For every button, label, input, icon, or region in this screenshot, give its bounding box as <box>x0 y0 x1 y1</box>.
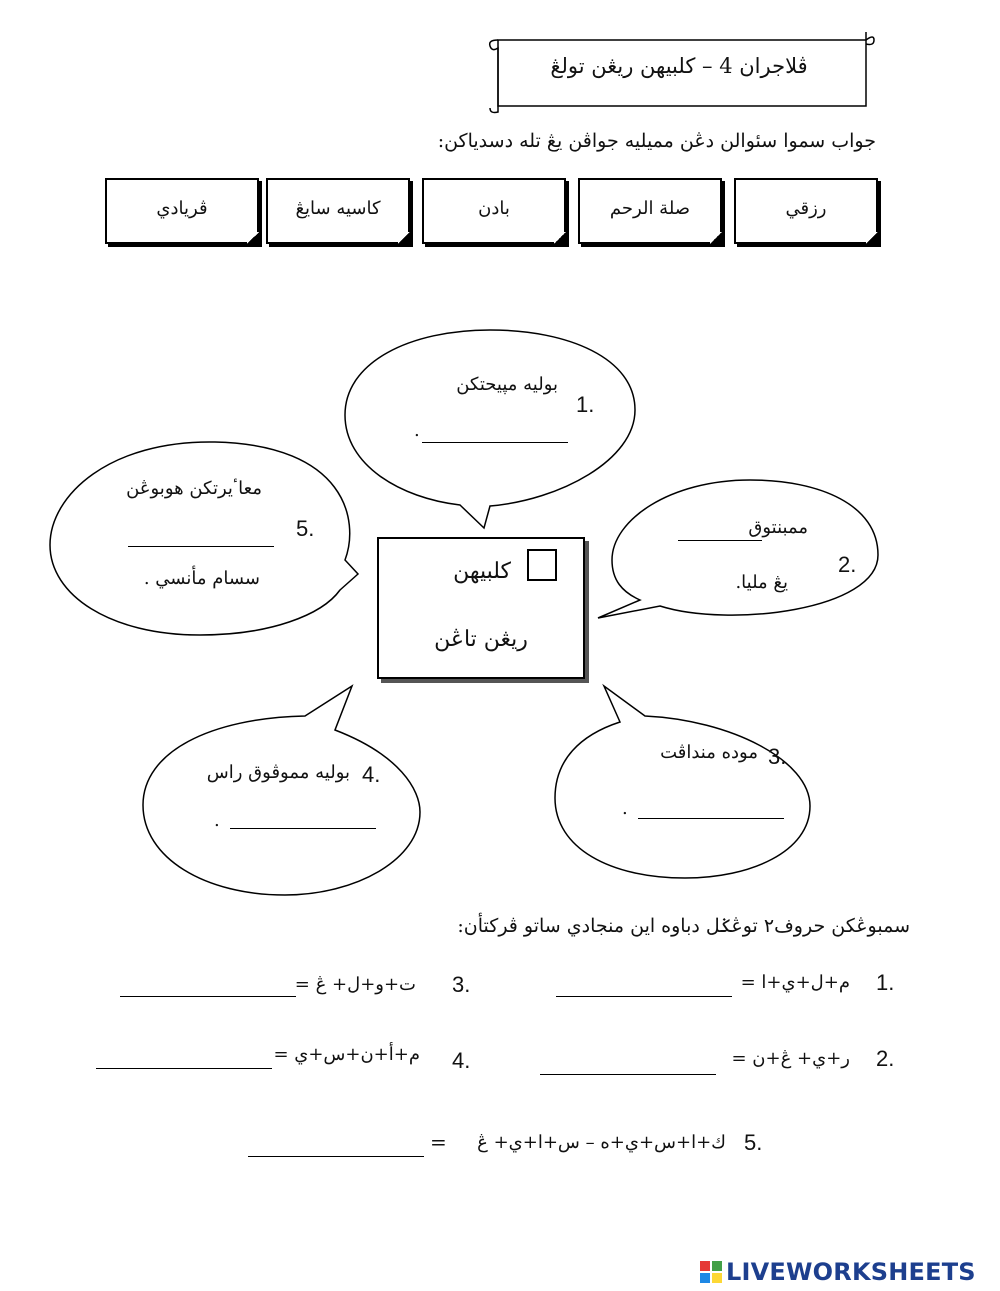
bubble-3-answer-blank[interactable] <box>638 818 784 819</box>
equation-5-equals: = <box>430 1130 447 1154</box>
bubble-4-text: بوليه مموڤوق راس <box>206 762 350 783</box>
center-topic-line1: كلبيهن <box>453 559 511 584</box>
bubble-2-text-after: يڠ مليا. <box>735 572 788 593</box>
bubble-4-shape <box>143 686 420 895</box>
equation-1-expr: م+ل+ي+ا = <box>740 972 850 993</box>
equation-1-answer-blank[interactable] <box>556 996 732 997</box>
equation-2-expr: ر+ي+ ڠ+ن = <box>731 1048 850 1069</box>
word-label: رزقي <box>785 198 827 219</box>
bubble-1-shape <box>345 330 635 528</box>
center-topic-box <box>377 537 585 679</box>
worksheet-title: ڤلاجران 4 – كلبيهن ريڠن تولڠ <box>550 54 808 78</box>
bubble-5-text: معاٴيرتكن هوبوڠن <box>126 478 262 499</box>
liveworksheets-logo <box>700 1258 992 1286</box>
bubble-5-text-after: سسام مأنسي . <box>143 568 260 589</box>
equation-1-number: 1. <box>876 970 895 995</box>
instruction-text-2: سمبوڠكن حروف٢ توڠݢل دباوه اين منجادي ساتو ڤركتأن: <box>457 915 910 937</box>
bubble-1-suffix: . <box>414 420 420 441</box>
word-label: بادن <box>478 198 510 219</box>
bubble-4-suffix: . <box>214 810 220 831</box>
equation-4-answer-blank[interactable] <box>96 1068 272 1069</box>
bubble-3-suffix: . <box>622 798 628 819</box>
equation-2-answer-blank[interactable] <box>540 1074 716 1075</box>
equation-5-answer-blank[interactable] <box>248 1156 424 1157</box>
bubble-2-answer-blank[interactable] <box>678 540 762 541</box>
bubble-2-number: 2. <box>838 552 857 577</box>
bubble-2-shape <box>598 480 878 618</box>
bubble-1-text: بوليه مپيحتكن <box>456 374 558 395</box>
bubble-5-answer-blank[interactable] <box>128 546 274 547</box>
bubble-3-text: موده منداڤت <box>660 742 758 763</box>
logo-grid-icon <box>700 1261 722 1283</box>
bubble-4-number: 4. <box>362 762 381 787</box>
instruction-text: جواب سموا سئوالن دڠن مميليه جواڤن يڠ تله دسدياكن: <box>437 130 876 152</box>
bubble-5-number: 5. <box>296 516 315 541</box>
equation-4-number: 4. <box>452 1048 471 1073</box>
center-topic-line2: ريڠن تاڠن <box>434 627 528 652</box>
bubble-3-number: 3. <box>768 744 787 769</box>
bubble-4-answer-blank[interactable] <box>230 828 376 829</box>
equation-2-number: 2. <box>876 1046 895 1071</box>
bubble-1-answer-blank[interactable] <box>422 442 568 443</box>
logo-text: LIVEWORKSHEETS <box>726 1258 976 1286</box>
equation-3-number: 3. <box>452 972 471 997</box>
word-label: صلة الرحم <box>609 198 691 219</box>
bubble-2-text-before: ممبنتوق <box>748 517 808 538</box>
equation-3-answer-blank[interactable] <box>120 996 296 997</box>
word-label: كاسيه سايڠ <box>295 198 381 219</box>
equation-3-expr: ت+و+ل+ ڠ = <box>294 974 416 995</box>
word-label: ڤريادي <box>156 198 208 219</box>
checkbox-icon <box>527 549 557 581</box>
equation-4-expr: م+أ+ن+س+ي = <box>273 1044 420 1065</box>
equation-5-expr: ك+ا+س+ي+ه – س+ا+ي+ ڠ <box>477 1132 726 1153</box>
equation-5-number: 5. <box>744 1130 763 1155</box>
bubble-3-shape <box>555 686 810 878</box>
bubble-1-number: 1. <box>576 392 595 417</box>
